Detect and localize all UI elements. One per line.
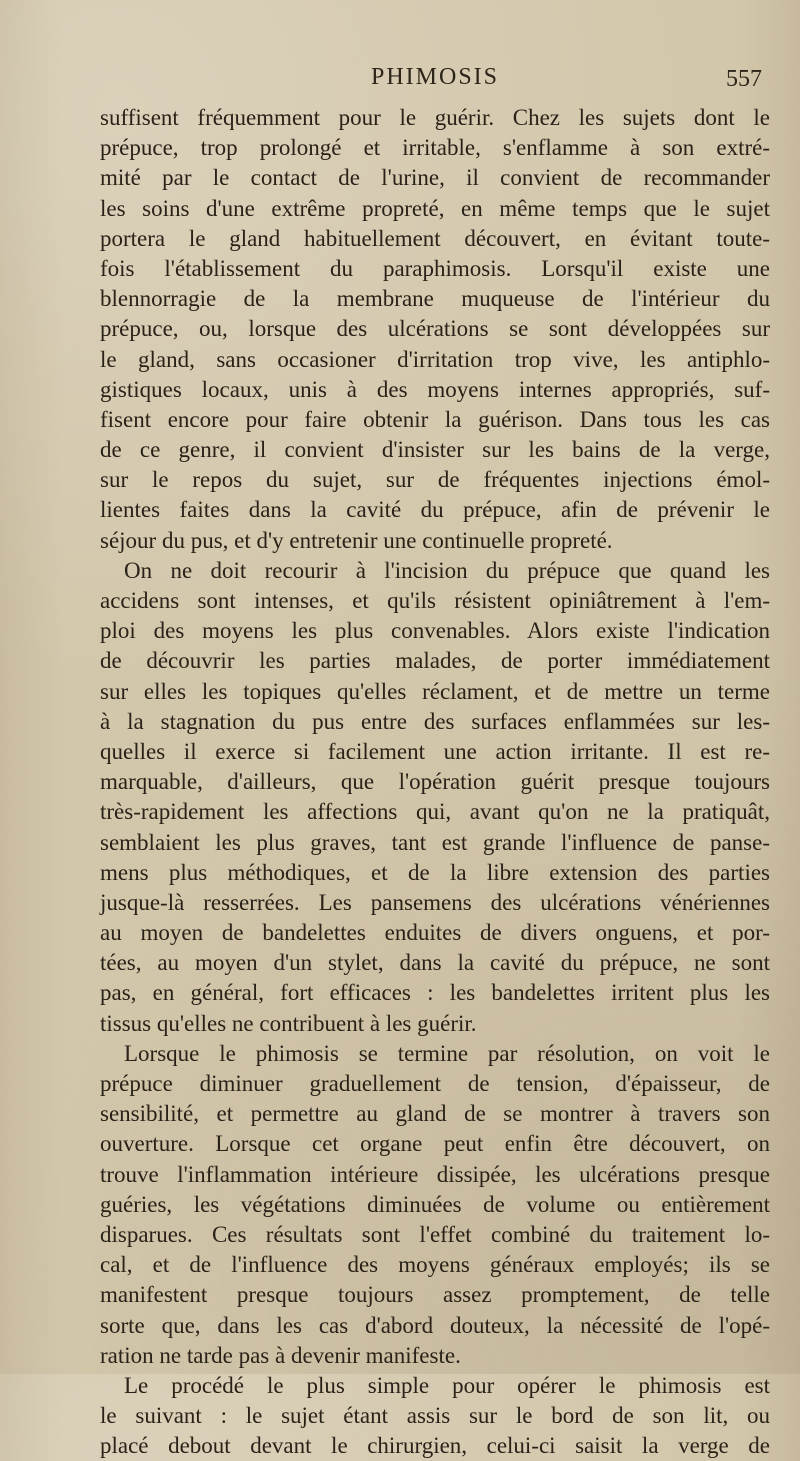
text-line: séjour du pus, et d'y entretenir une continuelle propreté. [100, 527, 613, 553]
text-line: prépuce, trop prolongé et irritable, s'enflamme à son extré- [100, 135, 770, 161]
text-line: au moyen de bandelettes enduites de divers onguens, et por- [100, 920, 770, 946]
text-line: ouverture. Lorsque cet organe peut enfin être découvert, on [100, 1131, 770, 1157]
text-line: fois l'établissement du paraphimosis. Lorsqu'il existe une [100, 255, 770, 281]
text-line: sur elles les topiques qu'elles réclament, et de mettre un terme [100, 678, 770, 704]
text-line: guéries, les végétations diminuées de volume ou entièrement [100, 1191, 770, 1217]
text-line: le suivant : le sujet étant assis sur le bord de son lit, ou [100, 1403, 770, 1429]
text-line: semblaient les plus graves, tant est grande l'influence de panse- [100, 829, 770, 855]
text-line: manifestent presque toujours assez promptement, de telle [100, 1282, 770, 1308]
text-line: cal, et de l'influence des moyens généraux employés; ils se [100, 1252, 770, 1278]
running-head [100, 64, 770, 104]
text-line: suffisent fréquemment pour le guérir. Chez les sujets dont le [100, 105, 770, 130]
paragraph-start-line: Le procédé le plus simple pour opérer le phimosis est [124, 1372, 770, 1398]
text-line: mens plus méthodiques, et de la libre extension des parties [100, 859, 770, 885]
text-line: portera le gland habituellement découvert, en évitant toute- [100, 225, 770, 251]
text-line: le gland, sans occasioner d'irritation trop vive, les antiphlo- [100, 346, 770, 372]
text-line: blennorragie de la membrane muqueuse de l'intérieur du [100, 286, 770, 312]
text-line: sensibilité, et permettre au gland de se montrer à travers son [100, 1101, 770, 1127]
text-line: très-rapidement les affections qui, avant qu'on ne la pratiquât, [100, 799, 770, 825]
text-line: à la stagnation du pus entre des surfaces enflammées sur les- [100, 708, 770, 734]
text-line: gistiques locaux, unis à des moyens internes appropriés, suf- [100, 376, 770, 402]
text-line: accidens sont intenses, et qu'ils résistent opiniâtrement à l'em- [100, 588, 770, 613]
body-text [100, 103, 770, 1461]
text-line: les soins d'une extrême propreté, en même temps que le sujet [100, 195, 770, 221]
page-number: 557 [726, 66, 762, 92]
text-line: quelles il exerce si facilement une action irritante. Il est re- [100, 738, 770, 764]
text-line: de ce genre, il convient d'insister sur les bains de la verge, [100, 437, 770, 463]
text-line: prépuce, ou, lorsque des ulcérations se sont développées sur [100, 316, 770, 342]
text-line: trouve l'inflammation intérieure dissipée, les ulcérations presque [100, 1161, 770, 1187]
paragraph-start-line: On ne doit recourir à l'incision du prépuce que quand les [124, 557, 770, 583]
text-line: tées, au moyen d'un stylet, dans la cavité du prépuce, ne sont [100, 950, 770, 976]
text-line: sorte que, dans les cas d'abord douteux, la nécessité de l'opé- [100, 1312, 770, 1338]
text-line: jusque-là resserrées. Les pansemens des ulcérations vénériennes [100, 889, 770, 915]
text-line: sur le repos du sujet, sur de fréquentes injections émol- [100, 467, 770, 493]
text-line: marquable, d'ailleurs, que l'opération guérit presque toujours [100, 769, 770, 795]
text-line: ploi des moyens les plus convenables. Alors existe l'indication [100, 618, 770, 644]
text-line: prépuce diminuer graduellement de tension, d'épaisseur, de [100, 1071, 770, 1096]
text-line: tissus qu'elles ne contribuent à les guérir. [100, 1010, 477, 1036]
text-line: placé debout devant le chirurgien, celui-ci saisit la verge de [100, 1433, 770, 1459]
text-line: ration ne tarde pas à devenir manifeste. [100, 1342, 461, 1368]
text-line: de découvrir les parties malades, de porter immédiatement [100, 648, 770, 674]
text-line: pas, en général, fort efficaces : les bandelettes irritent plus les [100, 980, 770, 1006]
text-line: mité par le contact de l'urine, il convient de recommander [100, 165, 770, 191]
text-line: disparues. Ces résultats sont l'effet combiné du traitement lo- [100, 1221, 770, 1247]
text-line: fisent encore pour faire obtenir la guérison. Dans tous les cas [100, 406, 770, 432]
text-line: lientes faites dans la cavité du prépuce, afin de prévenir le [100, 497, 770, 523]
paragraph-start-line: Lorsque le phimosis se termine par résolution, on voit le [124, 1040, 770, 1066]
running-title: PHIMOSIS [370, 64, 500, 90]
